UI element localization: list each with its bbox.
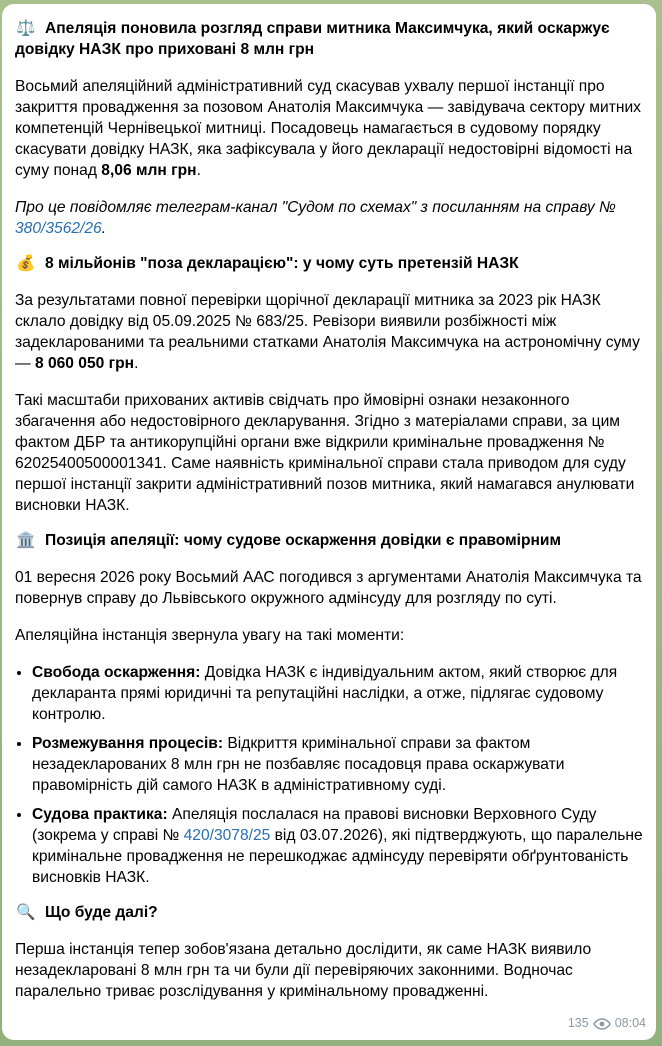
paragraph-court-decision-text: Восьмий апеляційний адміністративний суд скасував ухвалу першої інстанції про закриття провадження за позовом Анатолія Максимчука — завідувача сектору митних компетенцій Чернівецької митниці. Посадовець намагається в судовому порядку скасувати довідку НАЗК, яка зафіксувала у його декларації недостовірні відомості на суму понад	[15, 78, 641, 179]
views-count: 135	[567, 1016, 589, 1030]
scales-icon: ⚖️	[16, 20, 36, 37]
heading-next-steps	[15, 902, 644, 923]
list-item-tail: від 03.07.2026), які підтверджують, що паралельне кримінальне провадження не перешкоджає адмінсуду перевіряти обґрунтованість висновків НАЗК.	[32, 827, 643, 886]
paragraph-audit	[15, 290, 644, 374]
paragraph-tail: .	[196, 162, 201, 179]
message-meta	[568, 1013, 646, 1034]
points-list	[15, 662, 644, 888]
case-link[interactable]: 380/3562/26	[15, 220, 102, 237]
paragraph-court-decision	[15, 76, 644, 181]
message-bubble	[2, 4, 656, 1040]
heading-claims-text: 8 мільйонів "поза декларацією": у чому суть претензій НАЗК	[45, 255, 519, 272]
heading-next-steps-text: Що буде далі?	[45, 904, 158, 921]
heading-appeal-text: Апеляція поновила розгляд справи митника Максимчука, який оскаржує довідку НАЗК про приховані 8 млн грн	[15, 20, 610, 58]
list-item	[32, 662, 644, 725]
courthouse-icon: 🏛️	[16, 532, 36, 549]
list-item-text: Апеляція послалася на правові висновки Верховного Суду (зокрема у справі №	[32, 806, 597, 844]
paragraph-tail: .	[134, 355, 139, 372]
paragraph-points-intro: Апеляційна інстанція звернула увагу на такі моменти:	[15, 627, 405, 644]
heading-appeal	[15, 18, 644, 60]
list-item-title: Свобода оскарження:	[32, 664, 201, 681]
paragraph-next-steps: Перша інстанція тепер зобов'язана детально дослідити, як саме НАЗК виявило незадекларовані 8 млн грн та чи були дії перевіряючих законними. Водночас паралельно триває розслідування у кримінальному провадженні.	[15, 941, 592, 1000]
list-item	[32, 804, 644, 888]
paragraph-audit-text: За результатами повної перевірки щорічної декларації митника за 2023 рік НАЗК склало довідку від 05.09.2025 № 683/25. Ревізори виявили розбіжності між задекларованими та реальними статками Анатолія Максимчука на астрономічну суму —	[15, 292, 640, 372]
paragraph-source-text: Про це повідомляє телеграм-канал "Судом по схемах" з посиланням на справу №	[15, 199, 616, 216]
list-item-title: Розмежування процесів:	[32, 735, 224, 752]
paragraph-source	[15, 197, 644, 239]
amount-bold: 8 060 050 грн	[34, 355, 135, 372]
money-bag-icon: 💰	[16, 255, 36, 272]
list-item-title: Судова практика:	[32, 806, 168, 823]
paragraph-criminal-case: Такі масштаби прихованих активів свідчать про ймовірні ознаки незаконного збагачення або недостовірного декларування. Згідно з матеріалами справи, за цим фактом ДБР та антикорупційні органи вже відкрили кримінальне провадження № 62025400500001341. Саме наявність кримінальної справи стала приводом для суду першої інстанції закрити адміністративний позов митника, який намагався анулювати висновки НАЗК.	[15, 392, 635, 514]
magnifier-icon: 🔍	[16, 904, 36, 921]
supreme-court-case-link[interactable]: 420/3078/25	[183, 827, 271, 844]
heading-appeal-position	[15, 530, 644, 551]
list-item-text: Довідка НАЗК є індивідуальним актом, який створює для декларанта прямі юридичні та репутаційні наслідки, а отже, підлягає судовому контролю.	[32, 664, 618, 723]
eye-icon	[593, 1018, 611, 1030]
amount-bold: 8,06 млн грн	[101, 162, 197, 179]
paragraph-tail: .	[101, 220, 107, 237]
heading-claims	[15, 253, 644, 274]
list-item	[32, 733, 644, 796]
heading-appeal-position-text: Позиція апеляції: чому судове оскарження довідки є правомірним	[45, 532, 562, 549]
paragraph-ruling: 01 вересня 2026 року Восьмий ААС погодився з аргументами Анатолія Максимчука та повернув справу до Львівського окружного адмінсуду для розгляду по суті.	[15, 569, 642, 607]
list-item-text: Відкриття кримінальної справи за фактом незадекларованих 8 млн грн не позбавляє посадовця права оскаржувати правомірність дій самого НАЗК в адміністративному суді.	[32, 735, 565, 794]
message-time: 08:04	[614, 1016, 646, 1030]
